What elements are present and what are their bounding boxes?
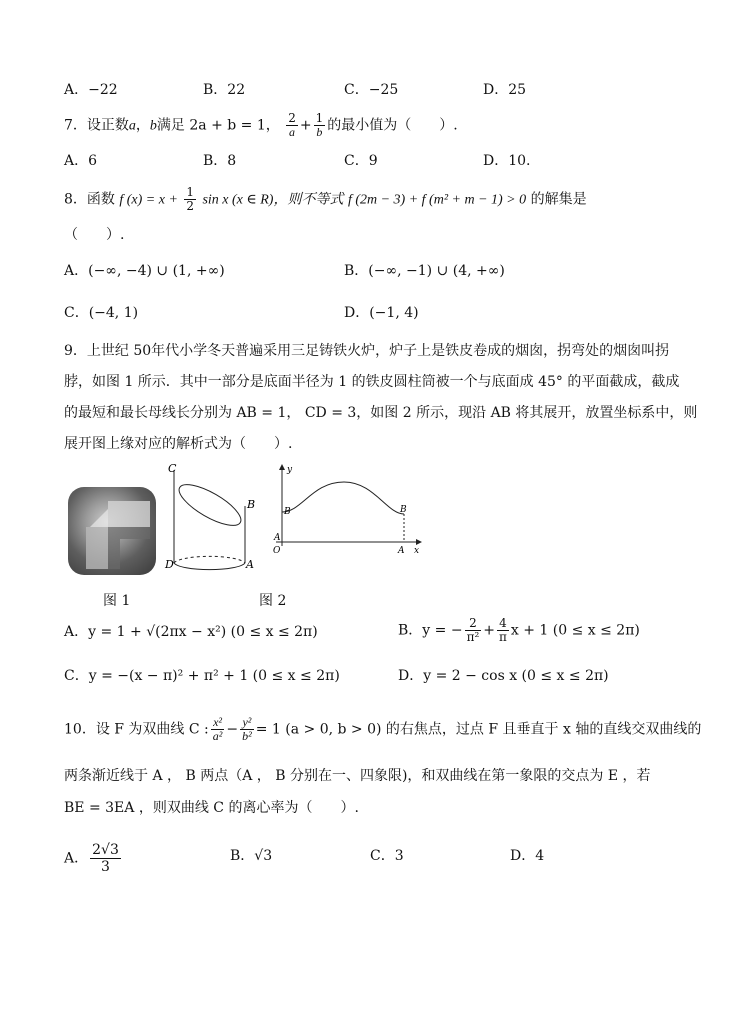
label-y: y: [287, 465, 293, 475]
q7-fraction-1-over-b: [314, 112, 326, 139]
q8-func-post: sin x (x ∈ R)，则不等式: [202, 192, 344, 208]
label-B-left: B: [284, 507, 291, 517]
label-A: A: [246, 558, 254, 571]
q8-half-num: 1: [186, 185, 195, 199]
q6-option-d: D．25: [483, 82, 527, 98]
q10-option-a: [64, 842, 123, 875]
q6-option-b: B．22: [203, 82, 246, 98]
q8-fraction-half: [184, 186, 196, 213]
q10-option-a-pre: A．: [64, 850, 89, 867]
label-x: x: [414, 546, 420, 556]
q10-a-num: 2√3: [92, 842, 119, 858]
q9-line-2: 脖，如图 1 所示．其中一部分是底面半径为 1 的铁皮圆柱筒被一个与底面成 45° 的平面截成，截成: [64, 374, 680, 390]
q6-option-a: A．−22: [64, 82, 118, 98]
q7-stem-mid: ，: [135, 117, 150, 134]
q8-inequality: f (2m − 3) + f (m² + m − 1) > 0: [347, 192, 527, 208]
q7-frac2-num: 1: [315, 111, 324, 125]
q10-option-b: B．√3: [230, 848, 273, 864]
q8-option-c: C．(−4, 1): [64, 305, 139, 321]
figure-1-caption: 图 1: [103, 593, 131, 609]
q6-option-c: C．−25: [344, 82, 399, 98]
stovepipe-photo: [68, 487, 156, 575]
q10-minus: −: [226, 721, 239, 738]
q7-plus: +: [299, 117, 312, 134]
q10-fx-num: x²: [211, 716, 225, 730]
q10-line-3: BE = 3EA ，则双曲线 C 的离心率为（ ）.: [64, 800, 359, 816]
q7-stem-post: 的最小值为（ ）.: [327, 117, 458, 134]
q8-option-a: A．(−∞, −4) ∪ (1, +∞): [64, 263, 225, 279]
label-A-right: A: [398, 546, 405, 556]
label-B-right: B: [400, 505, 407, 515]
q8-option-d: D．(−1, 4): [344, 305, 419, 321]
q9-line-3: 的最短和最长母线长分别为 AB = 1， CD = 3，如图 2 所示，现沿 AB 将其展开，放置坐标系中，则: [64, 405, 698, 421]
cylinder-diagram: [160, 460, 260, 575]
q7-var-a: a: [128, 118, 136, 134]
q9-line-4: 展开图上缘对应的解析式为（ ）.: [64, 436, 293, 452]
q10-frac-x: [211, 716, 225, 743]
label-B: B: [247, 498, 256, 511]
q7-frac1-num: 2: [288, 111, 296, 125]
upper-edge-curve: [282, 482, 404, 514]
q7-stem: [64, 112, 458, 139]
q10-option-d: D．4: [510, 848, 545, 864]
q9-b-frac1-den: π²: [466, 630, 480, 644]
label-D: D: [165, 558, 174, 571]
q9-option-b: [398, 617, 640, 644]
q10-fy-num: y²: [240, 716, 254, 730]
q7-fraction-2-over-a: [286, 112, 298, 139]
figure-2-caption: 图 2: [259, 593, 287, 609]
q7-option-a: A．6: [64, 153, 98, 169]
q9-option-b-mid: +: [483, 622, 495, 639]
q9-option-c: C．y = −(x − π)² + π² + 1 (0 ≤ x ≤ 2π): [64, 668, 340, 684]
q9-line-1: 9．上世纪 50年代小学冬天普遍采用三足铸铁火炉，炉子上是铁皮卷成的烟囱，拐弯处的烟囱叫拐: [64, 343, 670, 359]
q10-option-a-frac: [90, 842, 121, 875]
q8-paren: （ ）.: [64, 227, 125, 243]
q10-pre: 10．设 F 为双曲线 C :: [64, 721, 209, 738]
q10-a-den: 3: [101, 859, 110, 875]
q9-b-frac2-num: 4: [497, 617, 509, 631]
q10-fx-den: a²: [212, 729, 223, 743]
q7-frac1-den: a: [289, 125, 296, 139]
q7-option-d: D．10.: [483, 153, 531, 169]
q8-stem-pre: 8．函数: [64, 191, 115, 208]
q8-stem: [64, 186, 587, 213]
q9-option-b-frac2: [497, 617, 509, 644]
q9-option-b-frac1: [465, 617, 482, 644]
q7-option-c: C．9: [344, 153, 378, 169]
q7-stem-pre: 7．设正数: [64, 117, 129, 134]
q7-stem-cond: 满足 2a + b = 1，: [156, 117, 280, 134]
q9-option-b-post: x + 1 (0 ≤ x ≤ 2π): [510, 622, 640, 639]
q8-half-den: 2: [186, 199, 195, 213]
q8-stem-post: 的解集是: [530, 191, 587, 208]
q9-option-b-pre: B．y = −: [398, 622, 463, 639]
q9-b-frac2-den: π: [499, 630, 507, 644]
q9-option-a: A．y = 1 + √(2πx − x²) (0 ≤ x ≤ 2π): [64, 624, 318, 640]
q10-option-c: C．3: [370, 848, 404, 864]
label-O: O: [273, 546, 281, 556]
stovepipe-photo-shading: [68, 487, 156, 575]
q9-b-frac1-num: 2: [465, 617, 482, 631]
q7-var-b: b: [149, 118, 157, 134]
q10-fy-den: b²: [242, 729, 252, 743]
label-C: C: [168, 462, 177, 475]
q10-line-2: 两条渐近线于 A ， B 两点（A ， B 分别在一、四象限)，和双曲线在第一象限的交点为 E ，若: [64, 768, 651, 784]
q8-func: f (x) = x +: [119, 192, 178, 208]
q10-frac-y: [240, 716, 254, 743]
q7-frac2-den: b: [316, 125, 323, 139]
unrolled-graph: [262, 462, 427, 557]
q9-option-d: D．y = 2 − cos x (0 ≤ x ≤ 2π): [398, 668, 609, 684]
q10-stem: [64, 716, 701, 743]
q10-post: = 1 (a > 0, b > 0) 的右焦点，过点 F 且垂直于 x 轴的直线交双曲线的: [255, 721, 702, 738]
q7-option-b: B．8: [203, 153, 237, 169]
label-A-left: A: [274, 533, 281, 543]
q8-option-b: B．(−∞, −1) ∪ (4, +∞): [344, 263, 505, 279]
